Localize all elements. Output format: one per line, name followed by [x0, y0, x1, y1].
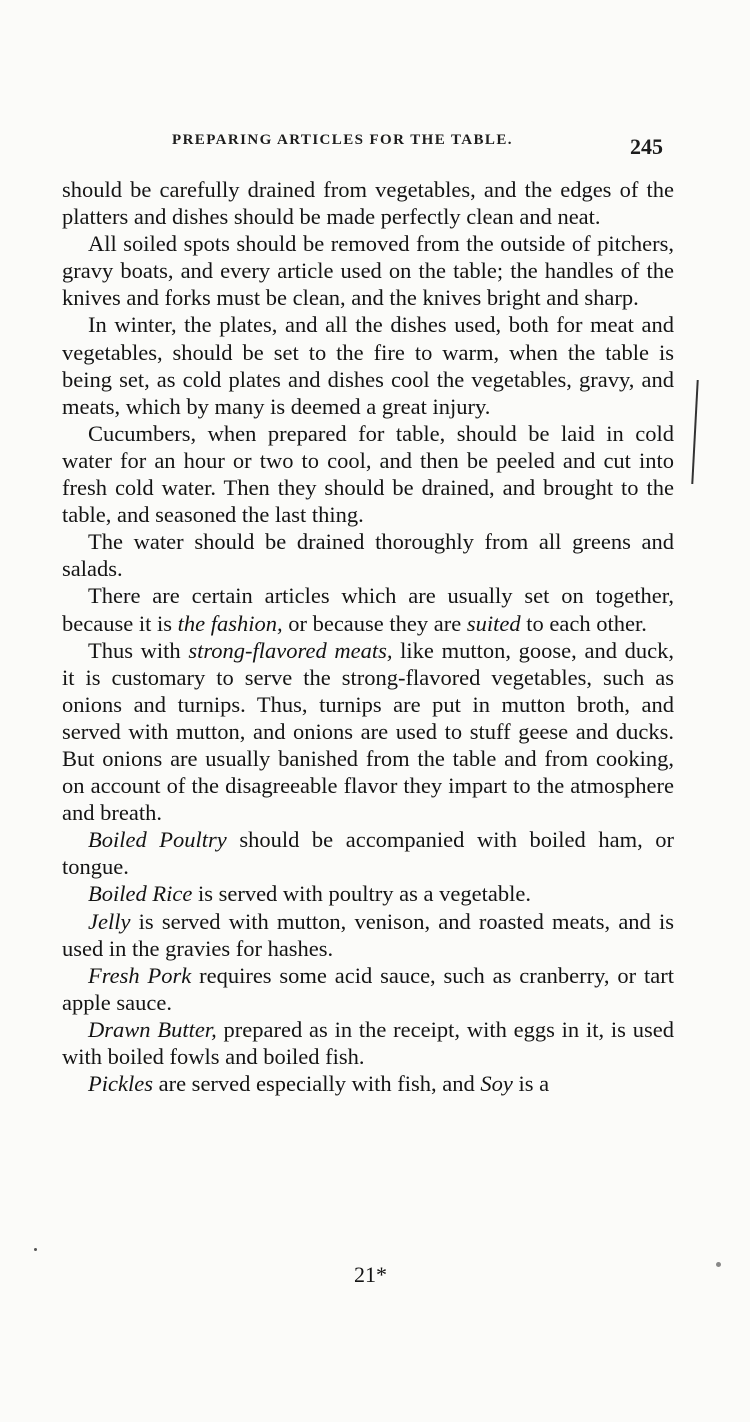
text-run: are served especially with fish, and — [152, 1071, 481, 1097]
paragraph — [62, 962, 674, 1016]
page-number: 245 — [630, 134, 663, 159]
text-run: is served with mutton, venison, and roasted meats, and is used in the gravies for hashes. — [62, 908, 674, 961]
text-run: In winter, the plates, and all the dishes used, both for meat and vegetables, should be set to the fire to warm, when the table is being set, as cold plates and dishes cool the vegetables, gravy, and meats, which by many is deemed a great injury. — [62, 312, 674, 419]
text-run: like mutton, goose, and duck, it is customary to serve the strong-flavored vegetables, such as onions and turnips. Thus, turnips are put in mutton broth, and served with mutton, and onions are used to stuff geese and ducks. But onions are usually banished from the table and from cooking, on account of the disagreeable flavor they impart to the atmosphere and breath. — [62, 637, 674, 826]
margin-bracket-mark — [685, 380, 698, 484]
italic-run: Boiled Rice — [88, 881, 193, 907]
italic-run: Soy — [480, 1071, 513, 1097]
ink-speck — [34, 1248, 37, 1251]
text-run: There are certain articles which are usually set on together, because it is — [62, 583, 674, 636]
text-run: The water should be drained thoroughly from all greens and salads. — [62, 529, 674, 582]
paragraph — [62, 230, 674, 311]
italic-run: Jelly — [88, 908, 131, 934]
running-title: PREPARING ARTICLES FOR THE TABLE. — [172, 132, 513, 148]
text-run: prepared as in the receipt, with eggs in it, is used with boiled fowls and boiled fish. — [62, 1016, 674, 1069]
paragraph — [62, 1070, 674, 1097]
paragraph — [62, 826, 674, 880]
paragraph — [62, 311, 674, 419]
text-run: should be carefully drained from vegetables, and the edges of the platters and dishes should be made perfectly clean and neat. — [62, 177, 674, 230]
paragraph — [62, 582, 674, 636]
text-run: to each other. — [520, 610, 647, 636]
text-run: All soiled spots should be removed from the outside of pitchers, gravy boats, and every article used on the table; the handles of the knives and forks must be clean, and the knives bright and sharp. — [62, 231, 674, 311]
paragraph — [62, 908, 674, 962]
italic-run: Pickles — [88, 1071, 153, 1097]
body-text — [62, 176, 674, 1097]
text-run: is a — [512, 1071, 550, 1097]
italic-run: Fresh Pork — [88, 962, 192, 988]
italic-run: strong-flavored meats, — [188, 637, 393, 663]
text-run: requires some acid sauce, such as cranberry, or tart apple sauce. — [62, 962, 674, 1015]
italic-run: suited — [466, 610, 521, 636]
paragraph — [62, 528, 674, 582]
italic-run: Boiled Poultry — [88, 827, 227, 853]
paragraph — [62, 176, 674, 230]
text-run: is served with poultry as a vegetable. — [192, 881, 531, 907]
italic-run: Drawn Butter, — [88, 1016, 217, 1042]
text-run: Cucumbers, when prepared for table, should be laid in cold water for an hour or two to cool, and then be peeled and cut into fresh cold water. Then they should be drained, and brought to the table, and seasoned the last thing. — [62, 420, 674, 528]
paragraph — [62, 420, 674, 528]
text-run: should be accompanied with boiled ham, or tongue. — [62, 827, 674, 880]
text-run: Thus with — [88, 637, 189, 663]
italic-run: the fashion, — [177, 610, 283, 636]
text-run: or because they are — [282, 610, 467, 636]
paragraph — [62, 1016, 674, 1070]
paragraph — [62, 880, 674, 907]
paragraph — [62, 637, 674, 827]
signature-mark: 21* — [354, 1262, 387, 1287]
ink-speck — [716, 1262, 721, 1267]
